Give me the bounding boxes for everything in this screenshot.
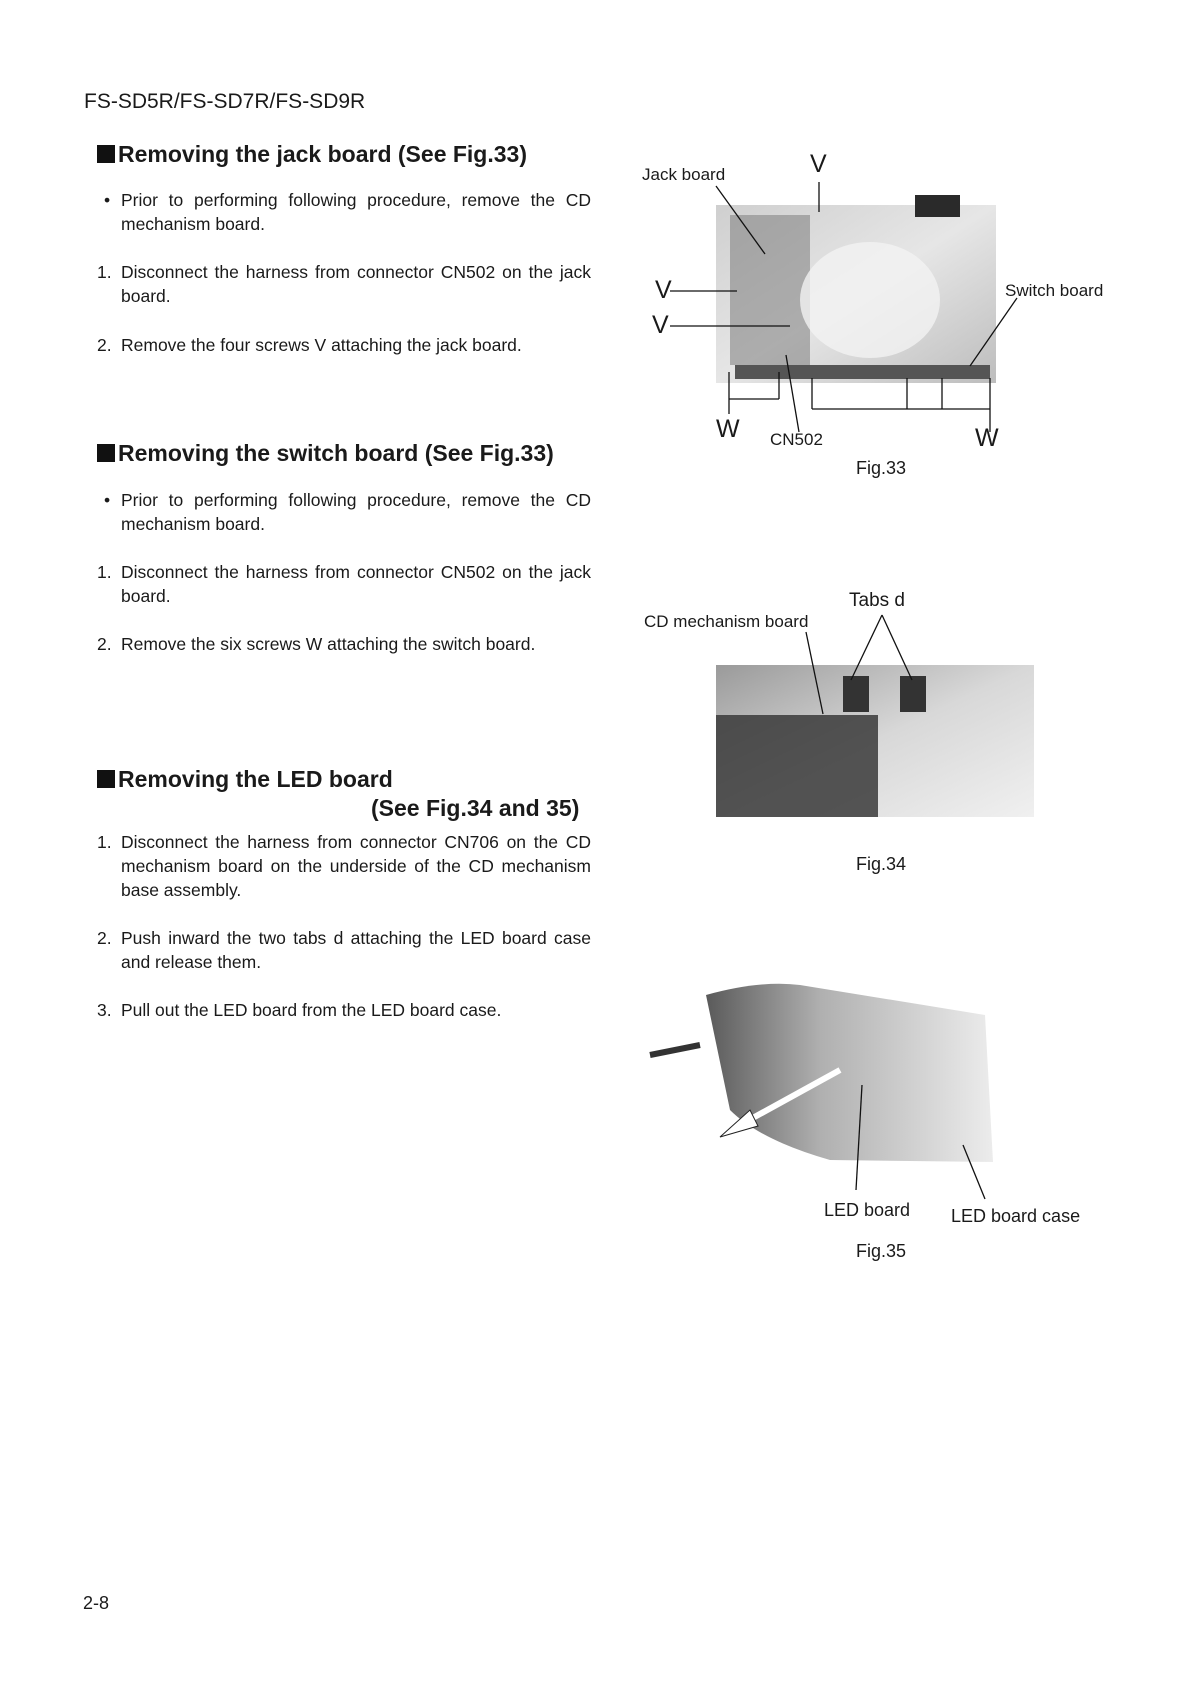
prior-note: Prior to performing following procedure, remove the CD mechanism board.	[121, 490, 591, 534]
step-number: 2.	[97, 928, 112, 948]
fig33-label-v: V	[655, 276, 672, 304]
fig33-jack-board-region	[730, 215, 810, 365]
section-title-ref: (See Fig.34 and 35)	[371, 795, 580, 821]
fig33-label-v: V	[810, 150, 827, 178]
step-number: 3.	[97, 1000, 112, 1020]
fig34-tab-left	[843, 676, 869, 712]
step-text: Disconnect the harness from connector CN706 on the CD mechanism board on the underside of the CD mechanism base assembly.	[121, 832, 591, 900]
step-number: 2.	[97, 634, 112, 654]
fig35-label-led-board: LED board	[824, 1200, 911, 1220]
fig33-label-v: V	[652, 311, 669, 339]
fig35-label-led-board-case: LED board case	[951, 1206, 1081, 1226]
fig33-caption: Fig.33	[856, 458, 907, 478]
step-number: 1.	[97, 832, 112, 852]
bullet-dot: •	[104, 490, 111, 510]
fig35-caption: Fig.35	[856, 1241, 907, 1261]
fig33-label-w: W	[716, 415, 740, 443]
fig33-center-opening	[800, 242, 940, 358]
step-number: 2.	[97, 335, 112, 355]
fig33-connector	[915, 195, 960, 217]
fig34-label-tabs-d: Tabs d	[849, 590, 905, 611]
fig33-label-w: W	[975, 424, 999, 452]
bullet-dot: •	[104, 190, 111, 210]
fig33-switch-board-strip	[735, 365, 990, 379]
fig33-label-jack-board: Jack board	[642, 165, 726, 184]
step-number: 1.	[97, 262, 112, 282]
document-model-header: FS-SD5R/FS-SD7R/FS-SD9R	[84, 90, 366, 113]
step-text: Disconnect the harness from connector CN502 on the jack board.	[121, 562, 591, 606]
fig34-caption: Fig.34	[856, 854, 907, 874]
fig33-label-switch-board: Switch board	[1005, 281, 1104, 300]
section-title-jack-board: Removing the jack board (See Fig.33)	[97, 141, 527, 168]
section-title-switch-board: Removing the switch board (See Fig.33)	[97, 440, 554, 467]
fig35-photo	[706, 984, 993, 1162]
section-title-led-board: Removing the LED board	[97, 766, 393, 793]
fig34-cd-mechanism-board-region	[716, 715, 878, 817]
step-text: Push inward the two tabs d attaching the LED board case and release them.	[121, 928, 591, 972]
step-number: 1.	[97, 562, 112, 582]
step-text: Remove the six screws W attaching the switch board.	[121, 634, 536, 654]
fig34-label-cd-mechanism-board: CD mechanism board	[644, 612, 809, 631]
page-number: 2-8	[83, 1593, 110, 1613]
prior-note: Prior to performing following procedure, remove the CD mechanism board.	[121, 190, 591, 234]
fig34-tab-right	[900, 676, 926, 712]
step-text: Disconnect the harness from connector CN502 on the jack board.	[121, 262, 591, 306]
fig33-label-cn502: CN502	[770, 430, 823, 449]
step-text: Remove the four screws V attaching the jack board.	[121, 335, 522, 355]
fig35-cable	[650, 1045, 700, 1055]
step-text: Pull out the LED board from the LED board case.	[121, 1000, 502, 1020]
